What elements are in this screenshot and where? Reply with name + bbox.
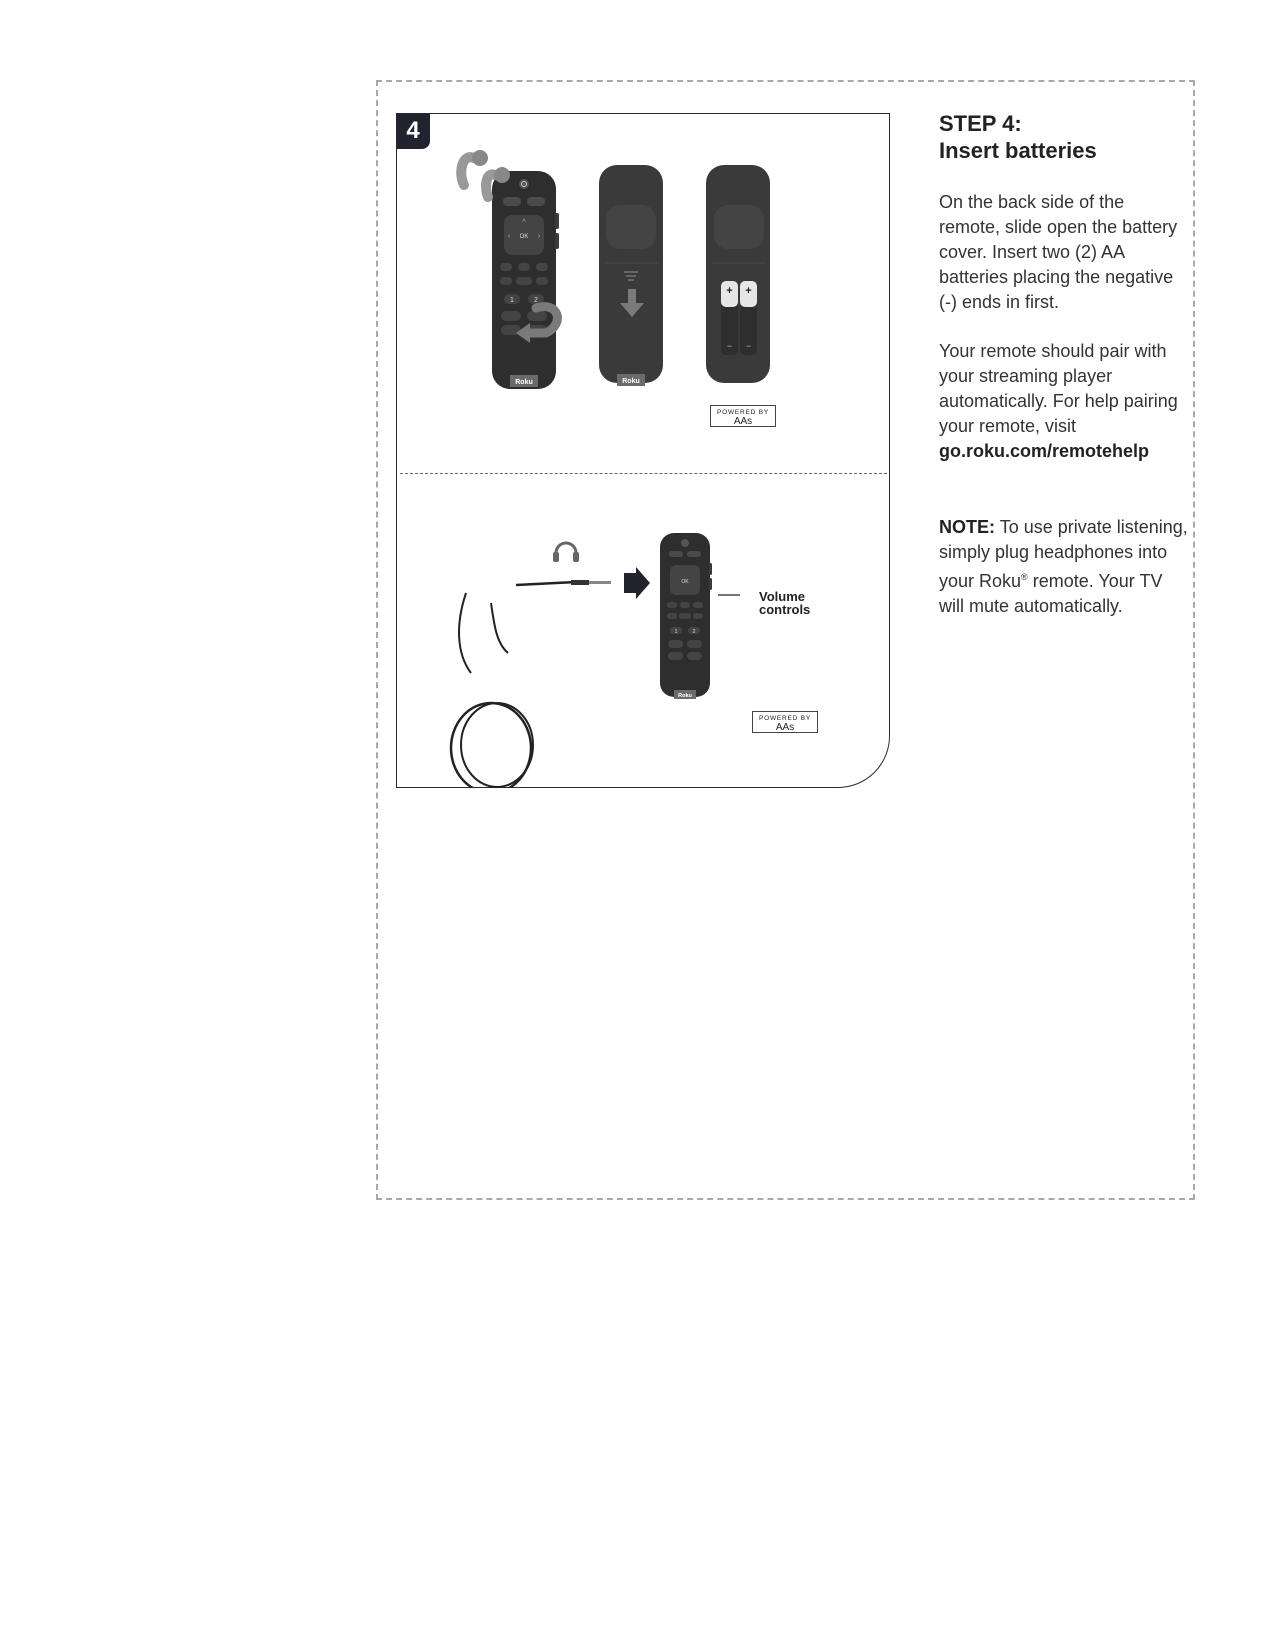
arrow-right-icon (624, 567, 650, 599)
step-title-line2: Insert batteries (939, 138, 1097, 163)
step-number-badge: 4 (396, 113, 430, 149)
svg-text:1: 1 (674, 629, 678, 635)
headphones-icon (553, 543, 579, 562)
note-label: NOTE: (939, 517, 995, 537)
svg-text:^: ^ (522, 219, 526, 226)
svg-text:+: + (745, 285, 752, 297)
note-text-a: To use private listening, simply plug headphones into your Roku (939, 517, 1188, 591)
svg-text:2: 2 (692, 629, 696, 635)
pairing-paragraph (939, 339, 1189, 464)
svg-text:OK: OK (681, 579, 689, 585)
step-title-line1: STEP 4: (939, 111, 1022, 136)
svg-text:2: 2 (534, 297, 538, 304)
headphone-jack-illustration (571, 567, 650, 599)
svg-text:1: 1 (510, 297, 514, 304)
note-text-b: remote. Your TV will mute automatically. (939, 571, 1163, 616)
svg-text:Roku: Roku (515, 379, 533, 386)
svg-text:‹: ‹ (507, 233, 511, 240)
instructions-paragraph: On the back side of the remote, slide open the battery cover. Insert two (2) AA batteries placing the negative (-) ends in first. (939, 192, 1178, 312)
step-title (939, 110, 1179, 164)
registered-mark: ® (1021, 572, 1028, 582)
remote-front-illustration (492, 171, 559, 389)
pairing-text: Your remote should pair with your streaming player automatically. For help pairing your remote, visit (939, 341, 1178, 436)
remote-small-illustration (660, 533, 740, 699)
volume-controls-label: Volume controls (759, 589, 811, 617)
svg-text:Roku: Roku (678, 693, 692, 699)
powered-by-aas-badge-lower: POWERED BY AAs (752, 711, 818, 733)
remote-help-link[interactable]: go.roku.com/remotehelp (939, 441, 1150, 461)
remote-battery-illustration (706, 165, 770, 383)
svg-text:+: + (726, 285, 733, 297)
remote-back-cover-illustration (599, 165, 663, 386)
svg-text:−: − (745, 341, 752, 351)
powered-by-aas-badge: POWERED BY AAs (710, 405, 776, 427)
svg-text:−: − (726, 341, 733, 351)
ok-label: OK (519, 234, 529, 240)
svg-text:›: › (537, 233, 541, 240)
svg-text:Roku: Roku (622, 378, 640, 385)
remote-illustrations (396, 113, 890, 788)
note-paragraph (939, 515, 1189, 619)
